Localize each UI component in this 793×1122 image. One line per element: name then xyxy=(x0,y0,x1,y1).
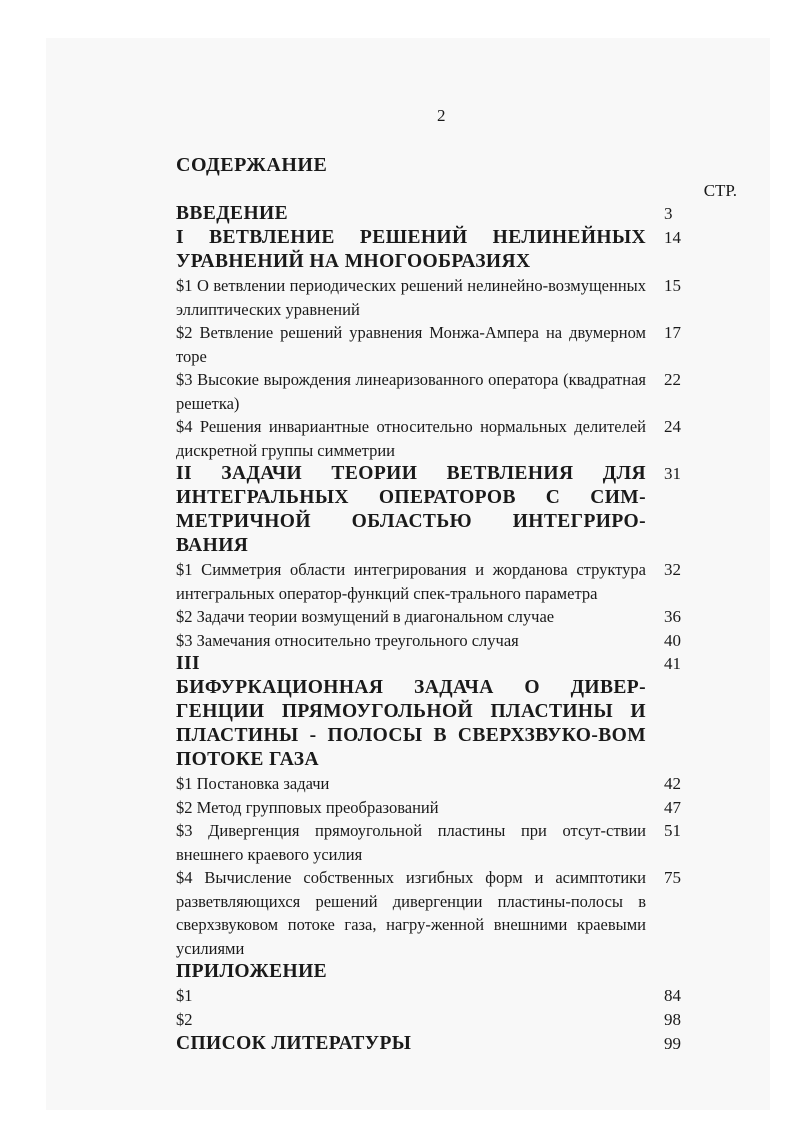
toc-entry-page: 17 xyxy=(664,323,681,342)
table-of-contents xyxy=(176,150,750,1056)
toc-entry-chapter-3-number xyxy=(176,652,750,676)
toc-entry-page: 15 xyxy=(664,276,681,295)
toc-entry-text: I ВЕТВЛЕНИЕ РЕШЕНИЙ НЕЛИНЕЙНЫХ УРАВНЕНИЙ НА МНОГООБРАЗИЯХ xyxy=(176,227,646,272)
toc-entry-appendix-sec2 xyxy=(176,1008,750,1032)
toc-entry-ch1-sec1 xyxy=(176,274,750,321)
toc-entry-page: 36 xyxy=(664,607,681,626)
toc-entry-page: 99 xyxy=(664,1034,681,1053)
page-column-label: СТР. xyxy=(703,181,737,200)
toc-entry-references xyxy=(176,1032,750,1056)
toc-entry-text: $2 Задачи теории возмущений в диагональном случае xyxy=(176,607,555,626)
toc-entry-page: 31 xyxy=(664,464,681,483)
toc-entry-text: БИФУРКАЦИОННАЯ ЗАДАЧА О ДИВЕР-ГЕНЦИИ ПРЯМОУГОЛЬНОЙ ПЛАСТИНЫ И ПЛАСТИНЫ - ПОЛОСЫ В СВЕРХЗВУКО-ВОМ ПОТОКЕ ГАЗА xyxy=(176,677,646,770)
toc-entry-page: 14 xyxy=(664,228,681,247)
toc-entry-page: 22 xyxy=(664,370,681,389)
toc-entry-ch3-sec3 xyxy=(176,819,750,866)
toc-entry-page: 75 xyxy=(664,868,681,887)
toc-entry-text: II ЗАДАЧИ ТЕОРИИ ВЕТВЛЕНИЯ ДЛЯ ИНТЕГРАЛЬНЫХ ОПЕРАТОРОВ С СИМ-МЕТРИЧНОЙ ОБЛАСТЬЮ ИНТЕГРИРО-ВАНИЯ xyxy=(176,463,646,556)
toc-entry-appendix xyxy=(176,960,750,984)
toc-entry-text: ВВЕДЕНИЕ xyxy=(176,203,288,224)
toc-entry-text: $2 Метод групповых преобразований xyxy=(176,797,439,817)
toc-entry-text: $1 Постановка задачи xyxy=(176,774,330,793)
toc-entry-page: 3 xyxy=(664,204,673,223)
toc-entry-text: $4 Решения инвариантные относительно нормальных делителей дискретной группы симметрии xyxy=(176,417,646,460)
toc-entry-text: ПРИЛОЖЕНИЕ xyxy=(176,961,328,982)
toc-entry-chapter-2 xyxy=(176,462,750,558)
toc-entry-appendix-sec1 xyxy=(176,984,750,1008)
toc-entry-page: 41 xyxy=(664,654,681,673)
toc-entry-page: 51 xyxy=(664,821,681,840)
toc-entry-page: 42 xyxy=(664,774,681,793)
toc-entry-text: $1 О ветвлении периодических решений нелинейно-возмущенных эллиптических уравнений xyxy=(176,276,646,319)
toc-entry-ch1-sec2 xyxy=(176,321,750,368)
toc-entry-ch2-sec3 xyxy=(176,629,750,653)
toc-entry-ch2-sec2 xyxy=(176,605,750,629)
toc-entry-page: 98 xyxy=(664,1010,681,1029)
toc-entry-text: $4 Вычисление собственных изгибных форм и асимптотики разветвляющихся решений дивергенции пластины-полосы в сверхзвуковом потоке газа, нагру-женной внешними краевыми усилиями xyxy=(176,868,646,958)
toc-entry-text: $2 xyxy=(176,1010,193,1029)
toc-entry-text: III xyxy=(176,653,200,674)
toc-entry-page: 47 xyxy=(664,797,681,817)
toc-entry-text: $3 Дивергенция прямоугольной пластины при отсут-ствии внешнего краевого усилия xyxy=(176,821,646,864)
toc-entry-page: 32 xyxy=(664,560,681,579)
page-number: 2 xyxy=(437,106,446,125)
toc-entry-text: $2 Ветвление решений уравнения Монжа-Ампера на двумерном торе xyxy=(176,323,646,366)
toc-entry-chapter-1 xyxy=(176,226,750,274)
toc-entry-ch1-sec3 xyxy=(176,368,750,415)
toc-title: СОДЕРЖАНИЕ xyxy=(176,154,328,176)
toc-entry-introduction xyxy=(176,202,750,226)
toc-entry-page: 84 xyxy=(664,986,681,1005)
toc-entry-text: $3 Замечания относительно треугольного случая xyxy=(176,630,519,650)
toc-entry-text: $1 xyxy=(176,986,193,1005)
toc-entry-text: СПИСОК ЛИТЕРАТУРЫ xyxy=(176,1033,412,1054)
toc-entry-chapter-3-title xyxy=(176,676,750,772)
toc-entry-text: $3 Высокие вырождения линеаризованного оператора (квадратная решетка) xyxy=(176,370,646,413)
toc-entry-page: 24 xyxy=(664,417,681,436)
toc-entry-text: $1 Симметрия области интегрирования и жорданова структура интегральных оператор-функций спек-трального параметра xyxy=(176,560,646,603)
toc-entry-ch3-sec4 xyxy=(176,866,750,960)
toc-entry-ch3-sec1 xyxy=(176,772,750,796)
toc-entry-ch2-sec1 xyxy=(176,558,750,605)
toc-entry-ch1-sec4 xyxy=(176,415,750,462)
toc-entry-page: 40 xyxy=(664,630,681,650)
toc-entry-ch3-sec2 xyxy=(176,796,750,820)
